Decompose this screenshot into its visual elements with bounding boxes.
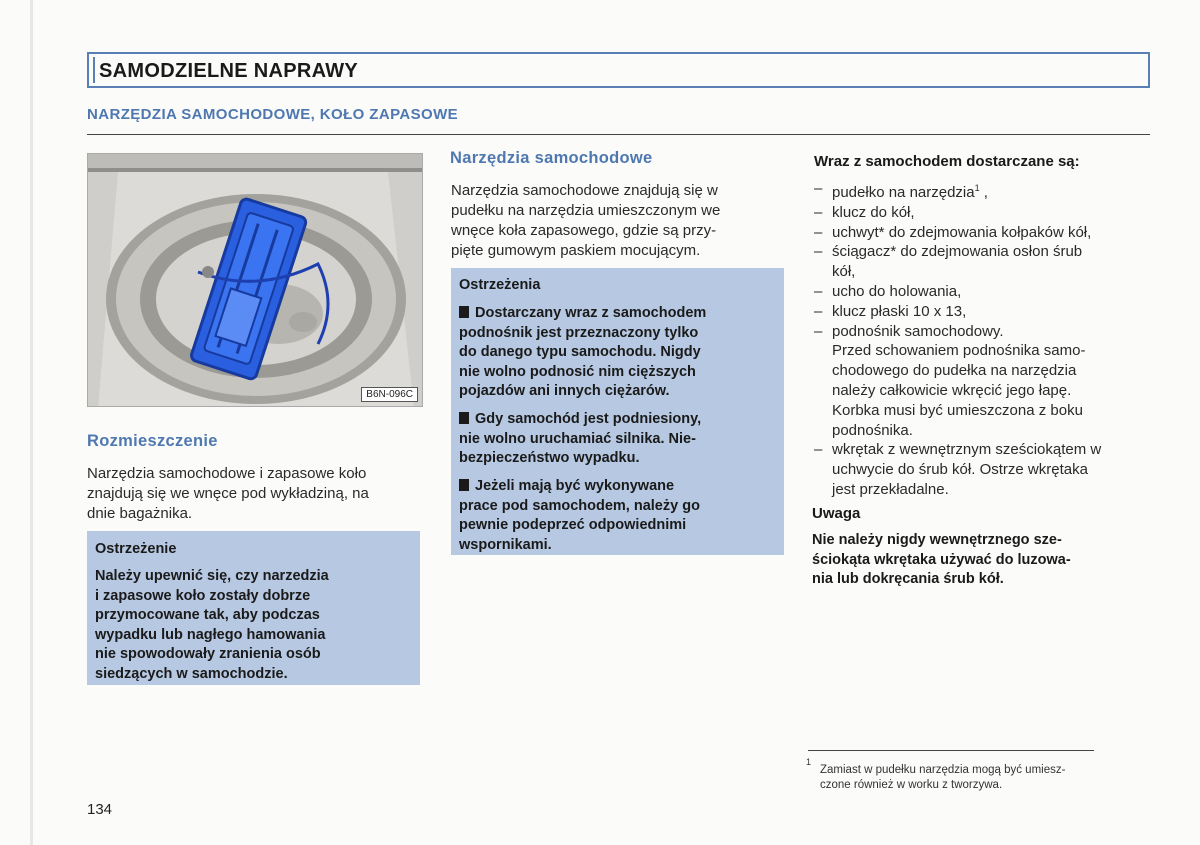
text-line: wypadku lub nagłego hamowania: [95, 626, 326, 643]
spare-wheel-illustration: [88, 154, 423, 407]
text-line: wspornikami.: [459, 536, 552, 553]
text-line: Gdy samochód jest podniesiony,: [475, 411, 702, 427]
list-item: – klucz do kół,: [814, 203, 915, 221]
section-divider: [87, 134, 1150, 135]
text-line: pudełku na narzędzia umieszczonym we: [451, 202, 721, 219]
list-item: – ucho do holowania,: [814, 282, 962, 300]
supplied-heading: Wraz z samochodem dostarczane są:: [814, 153, 1080, 170]
text-line: czone również w worku z tworzywa.: [820, 779, 1003, 791]
tools-warning-item-1: [459, 304, 773, 402]
list-item: – klucz płaski 10 x 13,: [814, 302, 967, 320]
text-line: Zamiast w pudełku narzędzia mogą być umiesz-: [820, 764, 1066, 776]
list-item: – uchwyt* do zdejmowania kołpaków kół,: [814, 223, 1092, 241]
text-line: podnośnik jest przeznaczony tylko: [459, 324, 699, 341]
text-line: ściokąta wkrętaka używać do luzowa-: [812, 551, 1071, 568]
text-line: pewnie podeprzeć odpowiednimi: [459, 517, 687, 533]
text-line: dnie bagażnika.: [87, 505, 193, 522]
text-line: prace pod samochodem, należy go: [459, 497, 700, 514]
placement-warning-text: [95, 567, 409, 684]
spare-wheel-figure: [87, 153, 423, 407]
placement-heading: Rozmieszczenie: [87, 432, 218, 450]
bullet-square-icon: [459, 306, 469, 318]
list-item: – wkrętak z wewnętrznym sześciokątem w uchwycie do śrub kół. Ostrze wkrętaka jest przekładalne.: [814, 441, 1102, 498]
text-line: do danego typu samochodu. Nigdy: [459, 344, 701, 360]
tools-text: [451, 181, 787, 261]
tools-warning-title: Ostrzeżenia: [459, 277, 541, 293]
footnote-divider: [808, 750, 1094, 751]
text-line: wnęce koła zapasowego, gdzie są przy-: [451, 222, 717, 239]
supplied-list: [814, 179, 1150, 500]
text-line: pięte gumowym paskiem mocującym.: [451, 242, 701, 259]
text-line: Dostarczany wraz z samochodem: [475, 305, 707, 321]
figure-code: B6N-096C: [361, 387, 418, 402]
bullet-square-icon: [459, 412, 469, 424]
list-item: – pudełko na narzędzia$^1$ ,: [814, 180, 988, 201]
placement-warning-title: Ostrzeżenie: [95, 541, 177, 557]
text-line: znajdują się we wnęce pod wykładziną, na: [87, 485, 369, 502]
text-line: nie wolno uruchamiać silnika. Nie-: [459, 430, 696, 447]
text-line: Należy upewnić się, czy narzedzia: [95, 568, 329, 584]
text-line: nia lub dokręcania śrub kół.: [812, 571, 1004, 587]
chapter-title: SAMODZIELNE NAPRAWY: [99, 60, 359, 82]
tools-warning-item-3: [459, 477, 773, 555]
tools-heading: Narzędzia samochodowe: [450, 149, 653, 167]
page-number: 134: [87, 801, 113, 818]
text-line: Jeżeli mają być wykonywane: [475, 478, 675, 494]
section-title: NARZĘDZIA SAMOCHODOWE, KOŁO ZAPASOWE: [87, 106, 459, 123]
text-line: przymocowane tak, aby podczas: [95, 607, 320, 623]
text-line: nie spowodowały zranienia osób: [95, 646, 321, 662]
text-line: Nie należy nigdy wewnętrznego sze-: [812, 532, 1062, 548]
footnote-number: 1: [806, 757, 812, 767]
placement-text: [87, 464, 423, 524]
text-line: bezpieczeństwo wypadku.: [459, 450, 640, 466]
text-line: i zapasowe koło zostały dobrze: [95, 587, 311, 604]
tools-warning-item-2: [459, 410, 773, 469]
text-line: siedzących w samochodzie.: [95, 665, 288, 682]
text-line: pojazdów ani innych ciężarów.: [459, 383, 670, 399]
footnote-text: [820, 763, 1146, 793]
list-item: – ściągacz* do zdejmowania osłon śrub kół,: [814, 243, 1083, 281]
note-heading: Uwaga: [812, 505, 861, 522]
text-line: Narzędzia samochodowe i zapasowe koło: [87, 465, 367, 482]
note-text: [812, 531, 1148, 590]
bullet-square-icon: [459, 479, 469, 491]
text-line: Narzędzia samochodowe znajdują się w: [451, 182, 718, 199]
text-line: nie wolno podnosić nim cięższych: [459, 363, 696, 380]
list-item: – podnośnik samochodowy. Przed schowaniem podnośnika samo- chodowego do pudełka na narzędzia należy całkowicie wkręcić jego łapę. Korbka musi być umieszczona z boku podnośnika.: [814, 322, 1086, 439]
page-binding-edge: [30, 0, 33, 845]
